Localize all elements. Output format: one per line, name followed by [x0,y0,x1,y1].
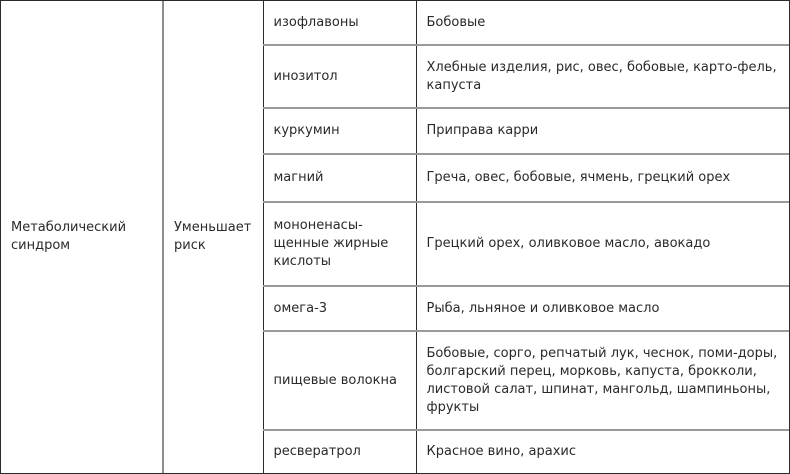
sources-text: Рыба, льняное и оливковое масло [426,300,660,316]
sources-cell [416,108,789,154]
sources-cell [416,331,789,430]
nutrient-label: пищевые волокна [273,372,397,388]
nutrient-cell [263,331,416,430]
nutrition-table [1,1,789,473]
sources-text: Приправа карри [426,123,539,138]
condition-label: Метаболический синдром [11,220,127,253]
nutrient-label: магний [273,170,324,185]
nutrient-label: ресвератрол [273,444,361,459]
sources-cell [416,154,789,202]
sources-text: Хлебные изделия, рис, овес, бобовые, карто-фель, капуста [426,59,777,93]
nutrient-cell [263,286,416,331]
sources-text: Греча, овес, бобовые, ячмень, грецкий орех [426,170,731,185]
effect-cell [163,1,263,473]
sources-cell [416,430,789,473]
sources-text: Бобовые, сорго, репчатый лук, чеснок, поми-доры, болгарский перец, морковь, капуста, брокколи, листовой салат, шпинат, мангольд, шампиньоны, фрукты [426,345,778,415]
sources-cell [416,1,789,45]
nutrient-cell [263,430,416,473]
nutrient-label: мононенасы-щенные жирные кислоты [273,218,389,269]
nutrient-cell [263,45,416,108]
nutrient-label: омега-3 [273,300,328,316]
nutrient-cell [263,1,416,45]
sources-text: Бобовые [426,14,486,30]
nutrient-label: инозитол [273,68,338,84]
sources-text: Грецкий орех, оливковое масло, авокадо [426,236,711,251]
sources-cell [416,286,789,331]
nutrient-label: куркумин [273,123,340,138]
sources-cell [416,202,789,286]
condition-cell [1,1,163,473]
table-row [1,1,789,45]
sources-cell [416,45,789,108]
effect-label: Уменьшает риск [174,220,252,253]
nutrient-label: изофлавоны [273,14,359,30]
nutrient-cell [263,154,416,202]
nutrient-cell [263,108,416,154]
sources-text: Красное вино, арахис [426,444,576,459]
nutrient-cell [263,202,416,286]
